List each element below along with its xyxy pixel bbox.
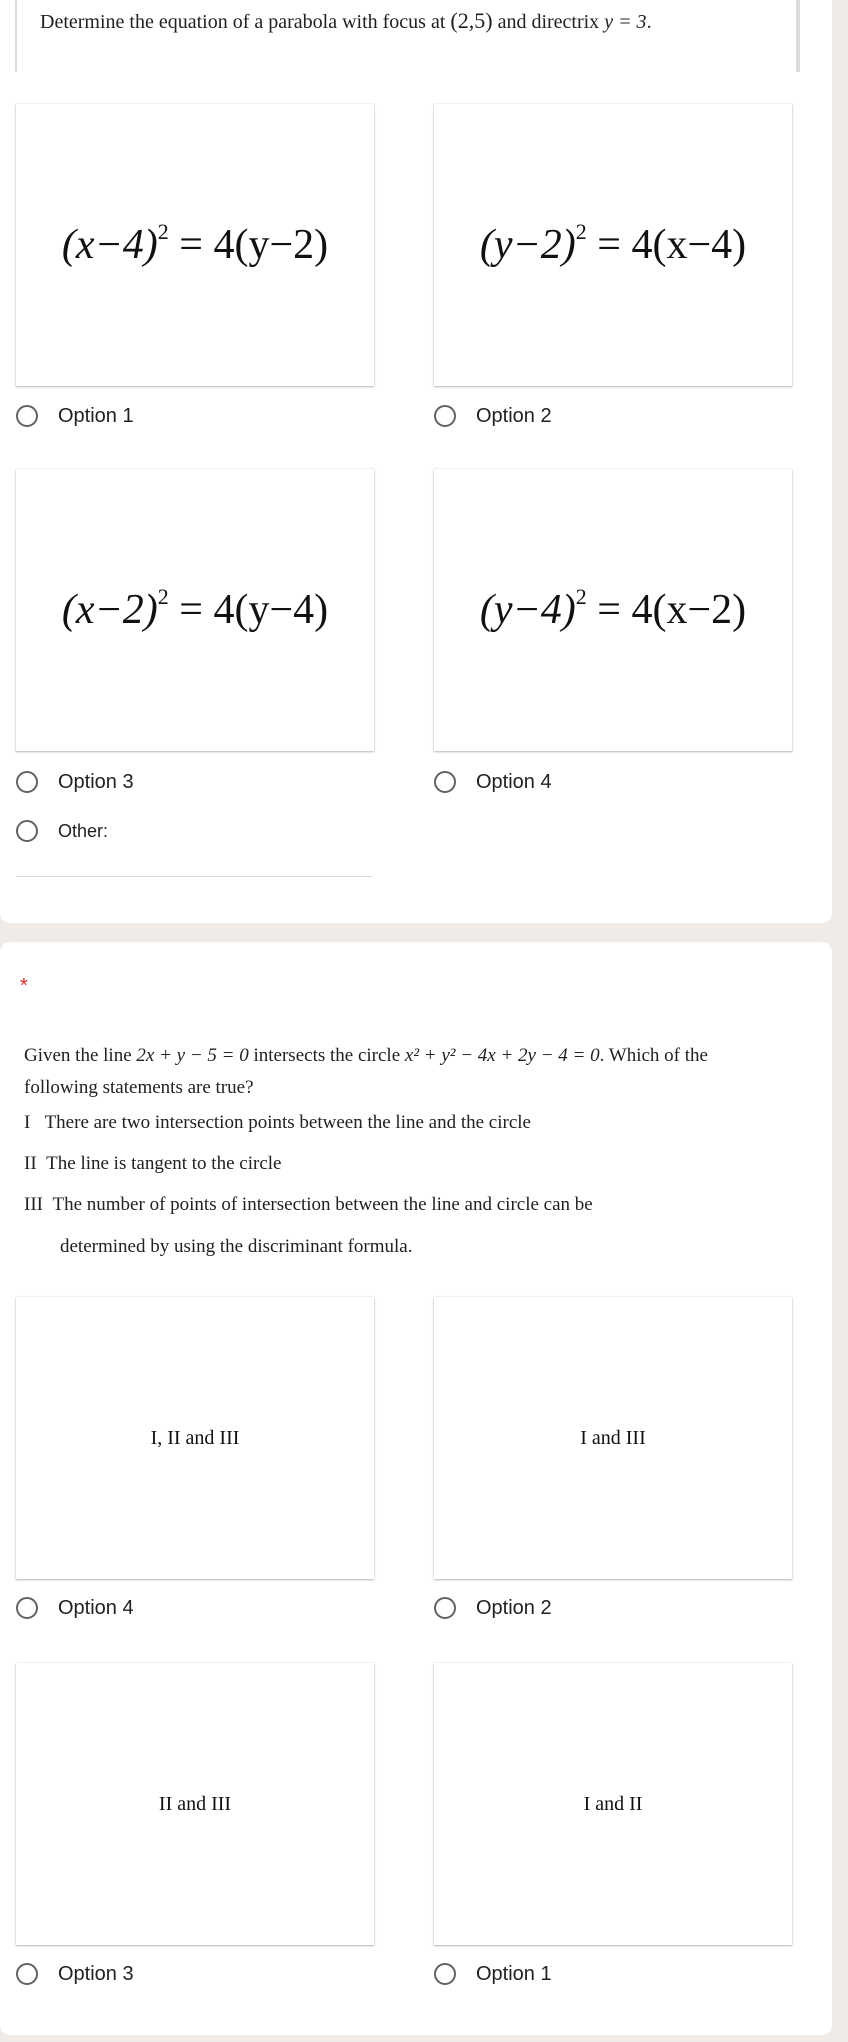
radio-circle-icon[interactable] — [16, 820, 38, 842]
option-image-q2-4: I and II — [434, 1663, 792, 1945]
q2-option-1-radio[interactable]: Option 1 — [434, 1959, 552, 1989]
statement-2: II The line is tangent to the circle — [24, 1153, 282, 1174]
q2-option-3-radio[interactable]: Option 3 — [16, 1959, 134, 1989]
radio-circle-icon[interactable] — [16, 405, 38, 427]
q2-option-4-radio[interactable]: Option 4 — [16, 1593, 134, 1623]
scroll-edge — [796, 0, 800, 72]
option-image-q2-2: I and III — [434, 1297, 792, 1579]
question-2-text: Given the line 2x + y − 5 = 0 intersects the circle x² + y² − 4x + 2y − 4 = 0. Which of the following statements are true? — [24, 1045, 708, 1098]
statement-1: I There are two intersection points between the line and the circle — [24, 1112, 531, 1133]
statement-3-continued: determined by using the discriminant formula. — [60, 1236, 413, 1257]
option-image-2: $(y-2)^2 = 4(x-4)$ — [434, 104, 792, 386]
option-3-radio[interactable]: Option 3 — [16, 767, 134, 797]
radio-circle-icon[interactable] — [16, 1597, 38, 1619]
statement-3: III The number of points of intersection between the line and circle can be — [24, 1194, 593, 1215]
other-text-input[interactable] — [16, 876, 372, 877]
radio-circle-icon[interactable] — [434, 771, 456, 793]
radio-circle-icon[interactable] — [434, 405, 456, 427]
option-image-1: $(x-4)^2 = 4(y-2)$ — [16, 104, 374, 386]
radio-circle-icon[interactable] — [434, 1963, 456, 1985]
radio-circle-icon[interactable] — [16, 1963, 38, 1985]
radio-circle-icon[interactable] — [434, 1597, 456, 1619]
required-asterisk: * — [20, 975, 28, 997]
option-4-radio[interactable]: Option 4 — [434, 767, 552, 797]
left-border — [0, 0, 17, 72]
question-card-1 — [0, 0, 832, 923]
option-1-radio[interactable]: Option 1 — [16, 401, 134, 431]
option-image-3: $(x-2)^2 = 4(y-4)$ — [16, 469, 374, 751]
q2-option-2-radio[interactable]: Option 2 — [434, 1593, 552, 1623]
option-image-q2-3: II and III — [16, 1663, 374, 1945]
other-option-radio[interactable]: Other: — [16, 816, 108, 846]
option-image-q2-1: I, II and III — [16, 1297, 374, 1579]
option-image-4: $(y-4)^2 = 4(x-2)$ — [434, 469, 792, 751]
radio-circle-icon[interactable] — [16, 771, 38, 793]
option-2-radio[interactable]: Option 2 — [434, 401, 552, 431]
question-1-text: Determine the equation of a parabola with focus at (2,5) and directrix y = 3. — [40, 8, 652, 33]
